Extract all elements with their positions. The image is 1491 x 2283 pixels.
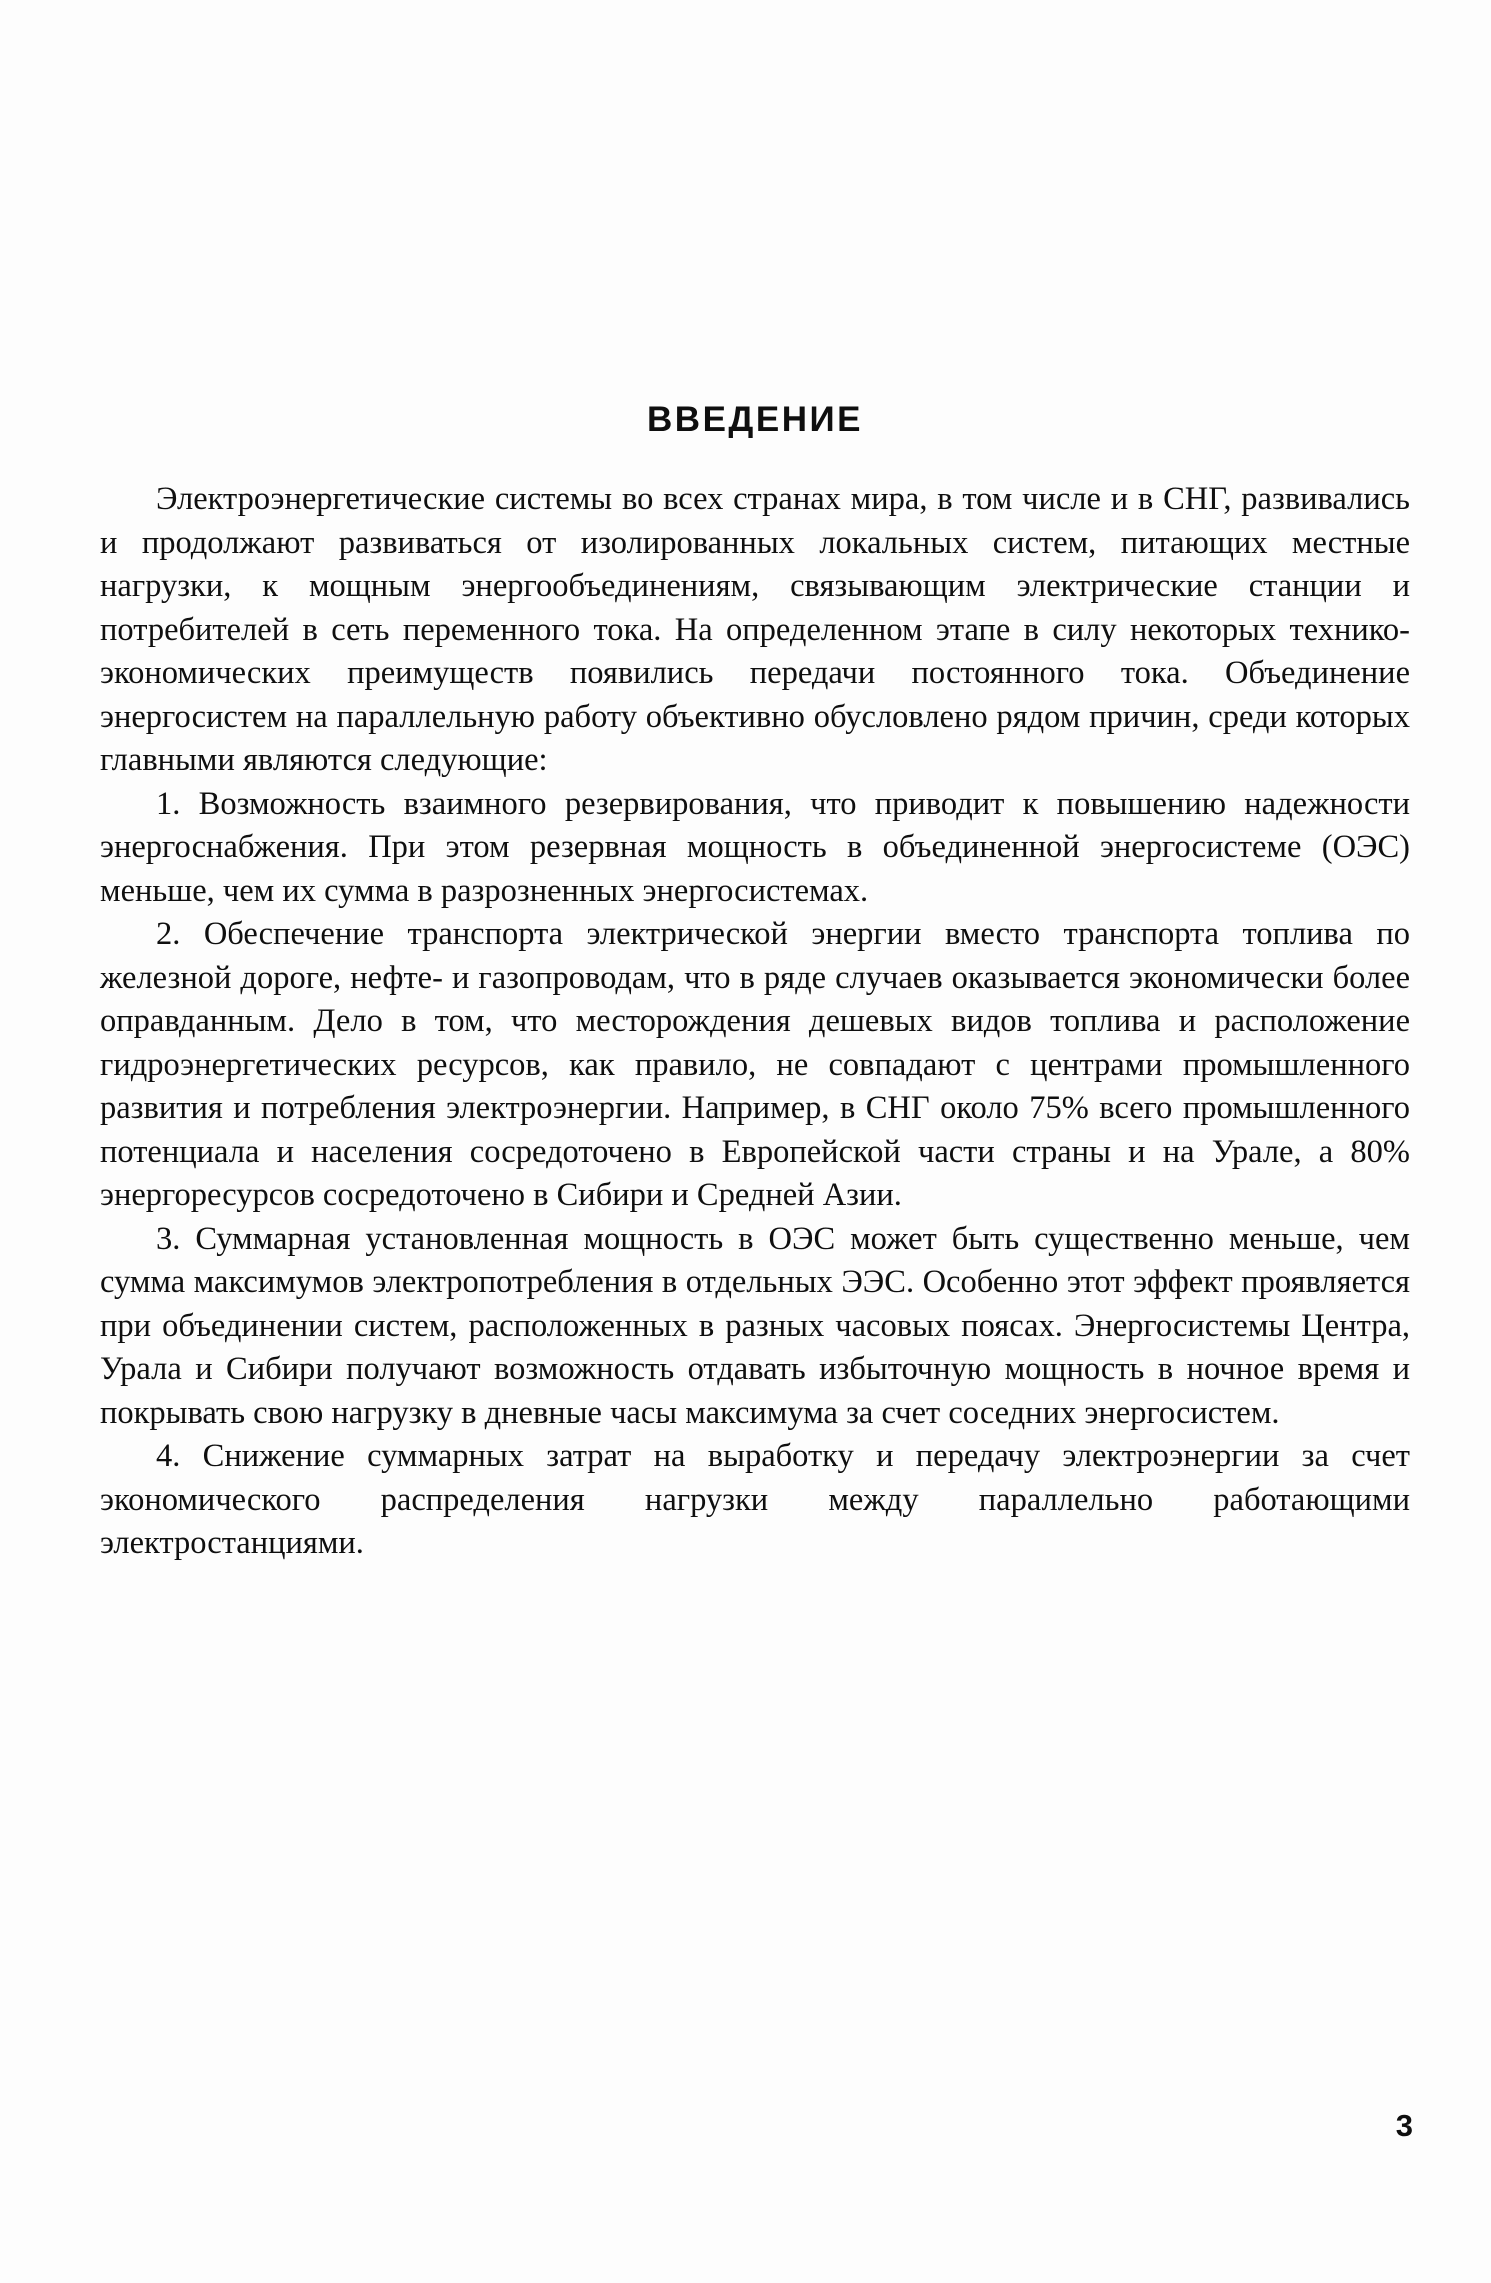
paragraph-item-3: 3. Суммарная установленная мощность в ОЭС может быть существенно меньше, чем сумма максимумов электропотребления в отдельных ЭЭС. Особенно этот эффект проявляется при объединении систем, расположенных в разных часовых поясах. Энергосистемы Центра, Урала и Сибири получают возможность отдавать избыточную мощность в ночное время и покрывать свою нагрузку в дневные часы максимума за счет соседних энергосистем. [100,1220,1410,1431]
paragraph-intro: Электроэнергетические системы во всех странах мира, в том числе и в СНГ, развивались и продолжают развиваться от изолированных локальных систем, питающих местные нагрузки, к мощным энергообъединениям, связывающим электрические станции и потребителей в сеть переменного тока. На определенном этапе в силу некоторых технико-экономических преимуществ появились передачи постоянного тока. Объединение энергосистем на параллельную работу объективно обусловлено рядом причин, среди которых главными являются следующие: [100,481,1410,778]
page-content [100,400,1410,1566]
paragraph-item-2: 2. Обеспечение транспорта электрической энергии вместо транспорта топлива по железной дороге, нефте- и газопроводам, что в ряде случаев оказывается экономически более оправданным. Дело в том, что месторождения дешевых видов топлива и расположение гидроэнергетических ресурсов, как правило, не совпадают с центрами промышленного развития и потребления электроэнергии. Например, в СНГ около 75% всего промышленного потенциала и населения сосредоточено в Европейской части страны и на Урале, а 80% энергоресурсов сосредоточено в Сибири и Средней Азии. [100,916,1410,1213]
paragraph-item-1: 1. Возможность взаимного резервирования, что приводит к повышению надежности энергоснабжения. При этом резервная мощность в объединенной энергосистеме (ОЭС) меньше, чем их сумма в разрозненных энергосистемах. [100,785,1410,909]
page-title: ВВЕДЕНИЕ [647,400,863,439]
page-number: 3 [1395,2108,1413,2143]
paragraph-item-4: 4. Снижение суммарных затрат на выработку и передачу электроэнергии за счет экономического распределения нагрузки между параллельно работающими электростанциями. [100,1438,1410,1561]
